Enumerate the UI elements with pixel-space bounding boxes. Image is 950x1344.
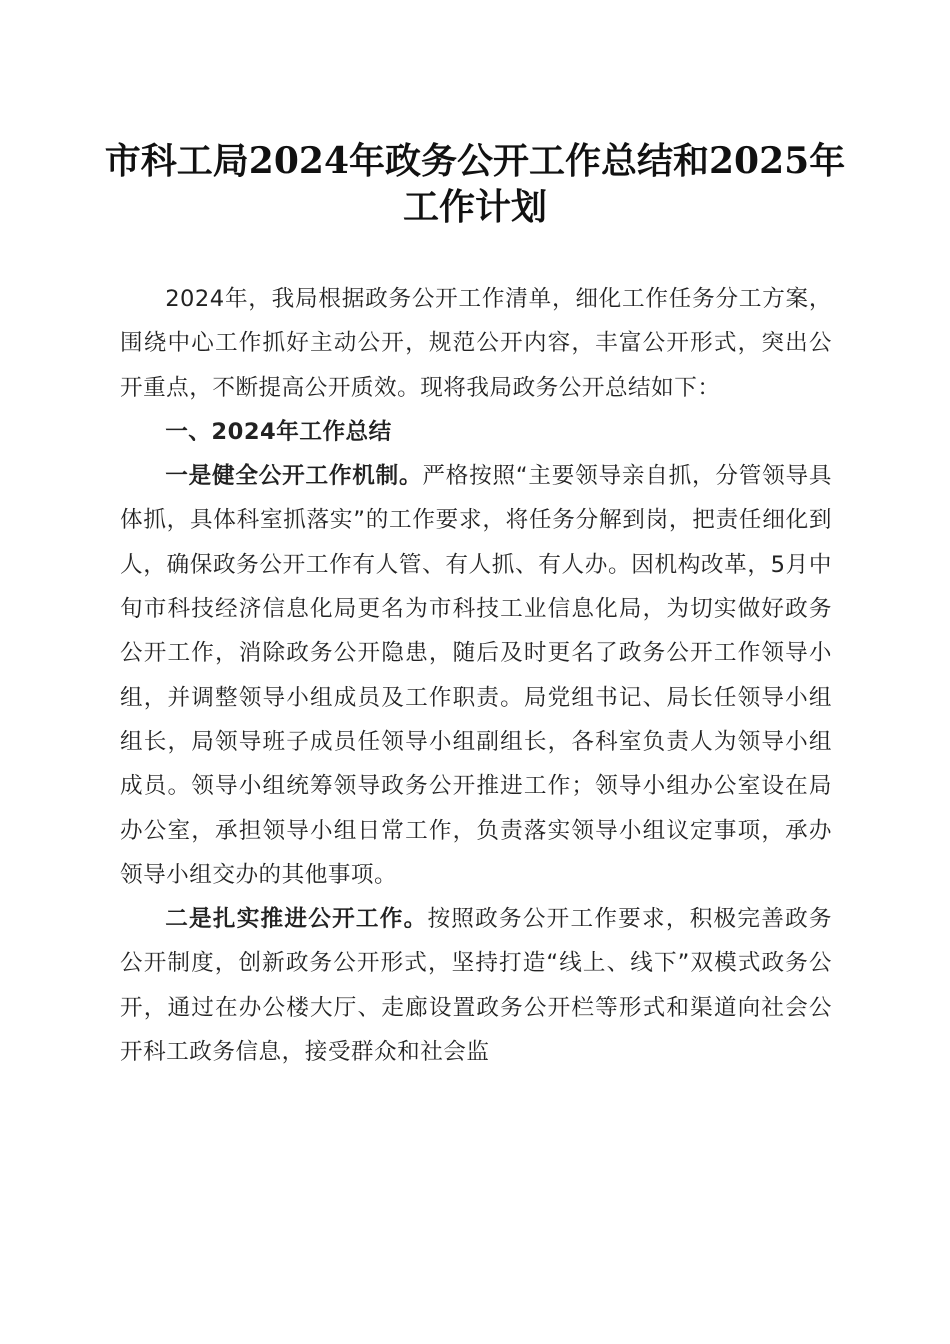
paragraph-text: 按照政务公开工作要求，积极完善政务公开制度，创新政务公开形式，坚持打造“线上、线下”双模式政务公开，通过在办公楼大厅、走廊设置政务公开栏等形式和渠道向社会公开科工政务信息，接受群众和社会监 (120, 906, 833, 1066)
paragraph-text: 严格按照“主要领导亲自抓，分管领导具体抓，具体科室抓落实”的工作要求，将任务分解到岗，把责任细化到人，确保政务公开工作有人管、有人抓、有人办。因机构改革，5月中旬市科技经济信息化局更名为市科技工业信息化局，为切实做好政务公开工作，消除政务公开隐患，随后及时更名了政务公开工作领导小组，并调整领导小组成员及工作职责。局党组书记、局长任领导小组组长，局领导班子成员任领导小组副组长，各科室负责人为领导小组成员。领导小组统筹领导政务公开推进工作；领导小组办公室设在局办公室，承担领导小组日常工作，负责落实领导小组议定事项，承办领导小组交办的其他事项。 (120, 463, 832, 888)
title-line-2: 工作计划 (402, 186, 547, 228)
intro-paragraph: 2024年，我局根据政务公开工作清单，细化工作任务分工方案，围绕中心工作抓好主动公开，规范公开内容，丰富公开形式，突出公开重点，不断提高公开质效。现将我局政务公开总结如下： (120, 286, 832, 401)
paragraph-promotion (120, 897, 832, 1074)
paragraph-mechanism (120, 454, 832, 897)
section-heading: 一、2024年工作总结 (165, 418, 392, 445)
title-line-1: 市科工局2024年政务公开工作总结和2025年 (104, 140, 846, 182)
document-body (120, 277, 832, 1074)
document-title (100, 138, 850, 230)
paragraph-lead: 一是健全公开工作机制。 (165, 463, 423, 490)
paragraph-lead: 二是扎实推进公开工作。 (165, 906, 428, 933)
